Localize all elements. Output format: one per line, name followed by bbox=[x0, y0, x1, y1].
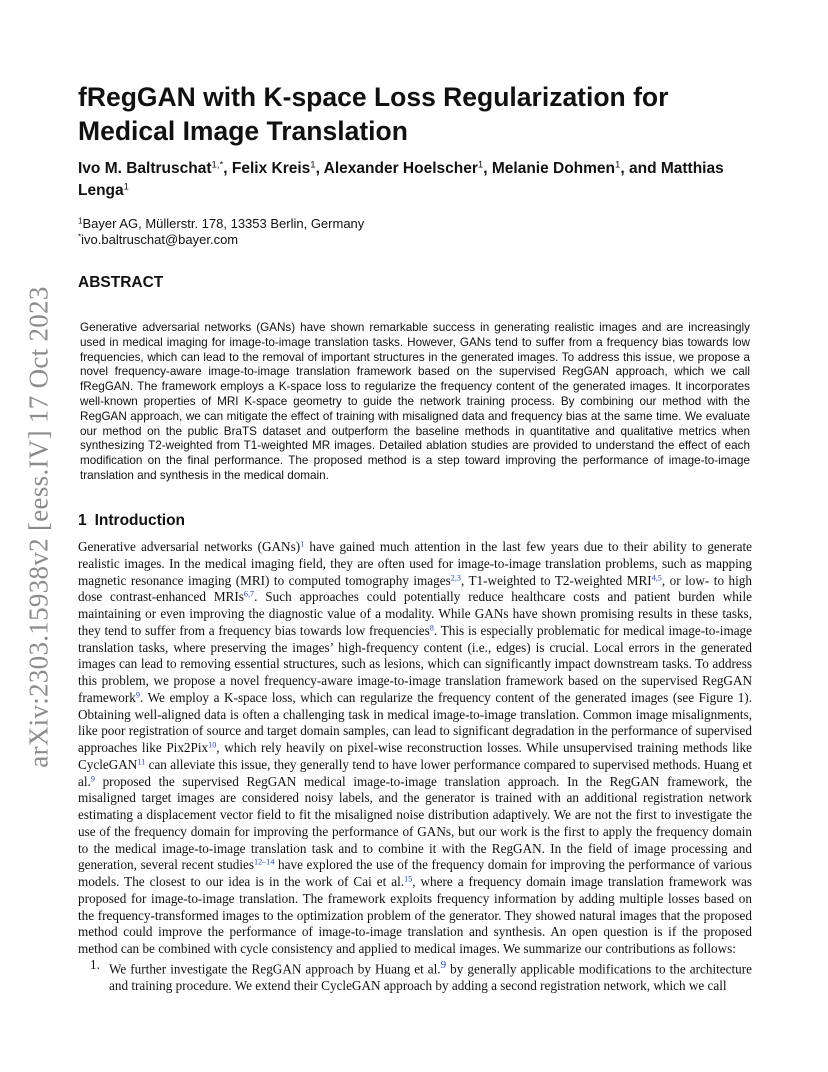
abstract-text: Generative adversarial networks (GANs) have shown remarkable success in generating realistic images and are increasingly used in medical imaging for image-to-image translation tasks. However, GANs tend to suffer from a frequency bias towards low frequencies, which can lead to the removal of important structures in the generated images. To address this issue, we propose a novel frequency-aware image-to-image translation framework based on the supervised RegGAN approach, which we call fRegGAN. The framework employs a K-space loss to regularize the frequency content of the generated images. It incorporates well-known properties of MRI K-space geometry to guide the network training process. By combining our method with the RegGAN approach, we can mitigate the effect of training with misaligned data and frequency bias at the same time. We evaluate our method on the public BraTS dataset and outperform the baseline methods in quantitative and qualitative metrics when synthesizing T2-weighted from T1-weighted MR images. Detailed ablation studies are provided to understand the effect of each modification on the final performance. The proposed method is a step toward improving the performance of image-to-image translation and synthesis in the medical domain. bbox=[80, 321, 750, 482]
author-affiliation-marker: 1 bbox=[123, 181, 129, 193]
affiliation-line bbox=[78, 216, 758, 232]
section-heading-introduction bbox=[78, 512, 185, 530]
author-name: Ivo M. Baltruschat bbox=[78, 160, 212, 177]
author-list bbox=[78, 158, 758, 202]
text-run: . Such approaches could potentially reduce healthcare costs and patient burden while maintaining or even improving the diagnostic value of a modality. While GANs have shown promising results in these tasks, they tend to suffer from a frequency bias towards low frequencies bbox=[78, 589, 752, 638]
citation-link[interactable]: 8 bbox=[429, 623, 434, 633]
list-number: 1. bbox=[90, 957, 100, 972]
introduction-paragraph bbox=[78, 539, 752, 958]
citation-link[interactable]: 4,5 bbox=[651, 573, 662, 582]
text-run: proposed the supervised RegGAN medical image-to-image translation approach. In the RegGAN framework, the misaligned target images are considered noisy labels, and the generator is trained with an additional registration network estimating a displacement vector field to fit the misaligned noise distribution adaptively. We are not the first to investigate the use of the frequency domain for improving the performance of GANs, but our work is the first to apply the frequency domain to the medical image-to-image translation task and to combine it with the RegGAN. In the field of image processing and generation, several recent studies bbox=[78, 773, 752, 873]
text-run: , or low- to high dose contrast-enhanced MRIs bbox=[78, 572, 752, 605]
author-separator: , bbox=[315, 160, 324, 177]
text-run: have explored the use of the frequency domain for improving the performance of various models. The closest to our idea is in the work of Cai et al. bbox=[78, 857, 752, 889]
contribution-item bbox=[78, 957, 752, 995]
citation-link[interactable]: 12–14 bbox=[253, 857, 275, 867]
author-affiliation-marker: 1 bbox=[310, 159, 316, 171]
author-affiliation-marker: 1 bbox=[615, 159, 621, 171]
citation-link[interactable]: 1 bbox=[300, 539, 305, 549]
author-separator: , and bbox=[620, 160, 661, 177]
citation-link[interactable]: 2,3 bbox=[450, 573, 461, 582]
citation-link[interactable]: 9 bbox=[135, 690, 140, 700]
text-run: We further investigate the RegGAN approach by Huang et al. bbox=[109, 961, 441, 977]
author-separator: , bbox=[483, 160, 492, 177]
author-affiliation-marker: 1,* bbox=[211, 159, 224, 171]
affiliations bbox=[78, 216, 758, 248]
text-run: have gained much attention in the last few years due to their ability to generate realistic images. In the medical imaging field, they are often used for image-to-image translation problems, such as mapping magnetic resonance imaging (MRI) to computed tomography images bbox=[78, 539, 752, 588]
text-run: , where a frequency domain image translation framework was proposed for image-to-image translation. The framework exploits frequency information by adding multiple losses based on the frequency-transformed images to the optimization problem of the generator. They showed natural images that the proposed method could improve the performance of image-to-image translation and synthesis. An open question is if the proposed method can be combined with cycle consistency and applied to medical images. We summarize our contributions as follows: bbox=[78, 874, 753, 956]
text-run: by generally applicable modifications to the architecture and training procedure. We extend their CycleGAN approach by adding a second registration network, which we call bbox=[109, 961, 752, 994]
affiliation-text: Bayer AG, Müllerstr. 178, 13353 Berlin, Germany bbox=[82, 216, 365, 231]
author-name: Alexander Hoelscher bbox=[323, 160, 478, 177]
author-name: Melanie Dohmen bbox=[491, 160, 616, 177]
text-run: . This is especially problematic for medical image-to-image translation tasks, where preserving the images’ high-frequency content (i.e., edges) is crucial. Local errors in the generated images can lead to removing essential structures, such as lesions, which can significantly impact downstream tasks. To address this problem, we propose a novel frequency-aware image-to-image translation framework based on the supervised RegGAN framework bbox=[78, 622, 752, 705]
author-name: Matthias Lenga bbox=[78, 160, 724, 199]
citation-link[interactable]: 10 bbox=[208, 740, 217, 750]
corresponding-marker: * bbox=[78, 232, 82, 242]
affiliation-marker: 1 bbox=[78, 216, 83, 226]
citation-link[interactable]: 6,7 bbox=[243, 589, 255, 599]
contributions-list bbox=[78, 957, 752, 995]
paper-title: fRegGAN with K-space Loss Regularization for Medical Image Translation bbox=[78, 82, 669, 146]
email-line bbox=[78, 232, 758, 248]
text-run: can alleviate this issue, they generally tend to have lower performance compared to supervised methods. Huang et al. bbox=[78, 756, 752, 789]
section-title: Introduction bbox=[94, 512, 186, 529]
author-affiliation-marker: 1 bbox=[477, 159, 484, 171]
citation-link[interactable]: 15 bbox=[404, 874, 413, 884]
author-name: Felix Kreis bbox=[231, 160, 311, 177]
text-run: , T1-weighted to T2-weighted MRI bbox=[460, 572, 652, 588]
section-number: 1 bbox=[78, 512, 87, 529]
citation-link[interactable]: 9 bbox=[90, 774, 95, 783]
arxiv-identifier: arXiv:2303.15938v2 [eess.IV] 17 Oct 2023 bbox=[23, 286, 54, 768]
text-run: Generative adversarial networks (GANs) bbox=[78, 539, 301, 554]
text-run: . We employ a K-space loss, which can regularize the frequency content of the generated images (see Figure 1). Obtaining well-aligned data is often a challenging task in medical image-to-image translation. Common image misalignments, like poor registration of source and target domain samples, can lead to significant degradation in the performance of supervised approaches like Pix2Pix bbox=[78, 689, 752, 755]
citation-link[interactable]: 11 bbox=[137, 757, 146, 767]
text-run: , which rely heavily on pixel-wise reconstruction losses. While unsupervised training methods like CycleGAN bbox=[78, 740, 752, 772]
author-separator: , bbox=[223, 160, 232, 177]
arxiv-sidebar bbox=[19, 282, 59, 772]
contact-email: ivo.baltruschat@bayer.com bbox=[81, 232, 239, 247]
citation-link[interactable]: 9 bbox=[440, 959, 447, 971]
abstract-heading: ABSTRACT bbox=[78, 274, 164, 291]
